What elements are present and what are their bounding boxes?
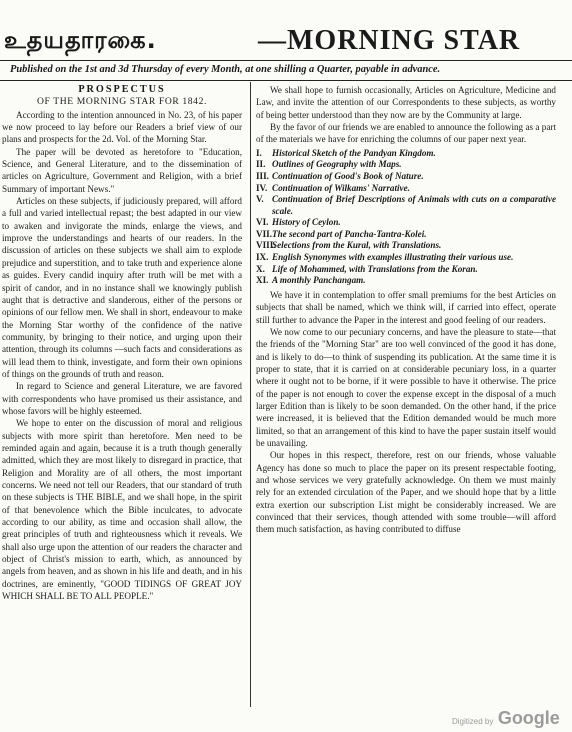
masthead-english-title <box>258 25 520 57</box>
body-paragraph: We now come to our pecuniary concerns, and have the pleasure to state—that the friends of the "Morning Star" are too well convinced of the good it has done, and is likely to do—to think of suspending its publication. At the same time it is proper to state, that it is carried on at considerable pecuniary loss, in a quarter where it ought not to be borne, if it were possible to have it otherwise. The price of the paper is not enough to cover the expense except in the disposal of a much larger Edition than is likely to be soon demanded. On the other hand, if the price were increased, it is believed that the Edition demanded would be much more limited, so that an arrangement of this kind to have the paper sustain itself would be unavailing. <box>256 326 556 448</box>
list-item-number: I. <box>256 147 262 158</box>
list-item <box>256 183 556 195</box>
prospectus-title: PROSPECTUS <box>78 84 166 95</box>
list-item <box>256 194 556 217</box>
intro-paragraph: We shall hope to furnish occasionally, Articles on Agriculture, Medicine and Law, and invite the attention of our Correspondents to these subjects, as worthy of being better understood than they now are by the Community at large. <box>256 85 556 120</box>
masthead-english-text: MORNING STAR <box>287 25 521 56</box>
list-item-text: English Synonymes with examples illustrating their various use. <box>272 252 514 263</box>
right-column <box>256 84 556 536</box>
list-item-number: XI. <box>256 275 269 286</box>
prospectus-paragraph: The paper will be devoted as heretofore to "Education, Science, and General Literature, and to the dissemination of articles on Agriculture, Government and Religion, with a brief Summary of important News." <box>2 146 242 194</box>
list-item-text: Continuation of Good's Book of Nature. <box>272 170 424 181</box>
list-item-text: Continuation of Brief Descriptions of Animals with cuts on a comparative scale. <box>272 194 556 216</box>
list-item-number: III. <box>256 170 269 181</box>
list-item-number: IX. <box>256 252 269 263</box>
prospectus-paragraph: According to the intention announced in No. 23, of his paper we now proceed to lay before our Readers a brief view of our plans and prospects for the 2d. Vol. of the Morning Star. <box>2 109 242 145</box>
google-logo: Google <box>497 708 560 728</box>
watermark-prefix: Digitized by <box>452 717 494 726</box>
masthead <box>0 22 572 58</box>
list-intro-paragraph: By the favor of our friends we are enabled to announce the following as a part of the materials we have for enriching the columns of our paper next year. <box>256 122 556 145</box>
list-item <box>256 252 556 264</box>
prospectus-paragraph: Articles on these subjects, if judiciously prepared, will afford a full and varied intellectual repast; the best adapted in our view to awaken and invigorate the minds, enlarge the views, and improve the understandings and hearts of our readers. In the discussion of articles on these subjects we shall aim to explode prejudice and superstition, and to take truth and experience alone as guides. Every candid inquiry after truth will be met with a spirit of candor, and in no instance shall we knowingly publish aught that is detractive and slanderous, either of the persons or opinions of our fellow men. We shall in short, endeavour to make the Morning Star worthy of the confidence of the native community, by bringing to their notice, and urging upon their attention, through its columns —such facts and considerations as will lead them to think, investigate, and form their own opinions of things on the grounds of truth and reason. <box>2 196 242 379</box>
masthead-dash: — <box>258 25 287 56</box>
body-paragraph: We have it in contemplation to offer small premiums for the best Articles on subjects that shall be named, which we think will, if carried into effect, operate still further to advance the Paper in the interest and good feeling of our readers. <box>256 289 556 325</box>
prospectus-paragraph: We hope to enter on the discussion of moral and religious subjects with more spirit than heretofore. Men need to be reminded again and again, because it is a truth though generally admitted, which they are most likely to disregard in practice, that Religion and Morality are of all others, the most important concerns. We need not tell our Readers, that our standard of truth on these subjects is THE BIBLE, and we shall hope, in the spirit of that benevolence which the Bible inculcates, to advocate according to our ability, as time and occasion shall allow, the great principles of truth and righteousness which it reveals. We shall also urge upon the attention of our readers the character and object of Christ's mission to earth, which, as announced by angels from heaven, and as shown in his life and death, and in his doctrines, are eminently, "GOOD TIDINGS OF GREAT JOY WHICH SHALL BE TO ALL PEOPLE." <box>2 418 242 602</box>
header-top-rule <box>0 60 572 61</box>
prospectus-subtitle: OF THE MORNING STAR FOR 1842. <box>37 96 207 108</box>
masthead-tamil-title: உதயதாரகை. <box>4 26 157 54</box>
list-item <box>256 264 556 276</box>
header-bottom-rule <box>0 80 572 81</box>
list-item <box>256 148 556 160</box>
publication-line: Published on the 1st and 3d Thursday of every Month, at one shilling a Quarter, payable in advance. <box>10 64 441 75</box>
list-item-number: VI. <box>256 217 269 228</box>
list-item <box>256 275 556 287</box>
left-column <box>2 84 242 602</box>
list-item-text: Historical Sketch of the Pandyan Kingdom. <box>272 147 436 158</box>
digitized-watermark <box>452 708 560 729</box>
list-item-number: VII. <box>256 228 272 239</box>
list-item <box>256 159 556 171</box>
prospectus-paragraph: In regard to Science and general Literature, we are favored with correspondents who have promised us their assistance, and whose favors will be highly esteemed. <box>2 381 242 416</box>
list-item <box>256 240 556 252</box>
list-item-text: History of Ceylon. <box>272 217 341 228</box>
list-item-number: V. <box>256 194 264 205</box>
materials-list <box>256 148 556 287</box>
list-item-text: Outlines of Geography with Maps. <box>272 159 402 170</box>
list-item-text: The second part of Pancha-Tantra-Kolei. <box>272 228 427 239</box>
list-item <box>256 171 556 183</box>
list-item-text: Selections from the Kural, with Translations. <box>272 240 442 251</box>
list-item-number: X. <box>256 263 265 274</box>
list-item-number: II. <box>256 159 266 170</box>
list-item-text: Continuation of Wilkams' Narrative. <box>272 182 410 193</box>
list-item <box>256 217 556 229</box>
list-item-number: VIII. <box>256 240 276 251</box>
column-divider <box>250 82 251 707</box>
body-paragraph: Our hopes in this respect, therefore, rest on our friends, whose valuable Agency has done so much to place the paper on its present respectable footing, and whose services we very gratefully acknowledge. On them we must mainly rely for an extended circulation of the Paper, and we should hope that by a little extra exertion our subscription List might be considerably increased. We are convinced that their services, though attended with some trouble—will afford them much satisfaction, as having contributed to diffuse <box>256 450 556 535</box>
list-item <box>256 229 556 241</box>
list-item-text: Life of Mohammed, with Translations from the Koran. <box>272 263 478 274</box>
list-item-text: A monthly Panchangam. <box>272 275 366 286</box>
list-item-number: IV. <box>256 182 268 193</box>
